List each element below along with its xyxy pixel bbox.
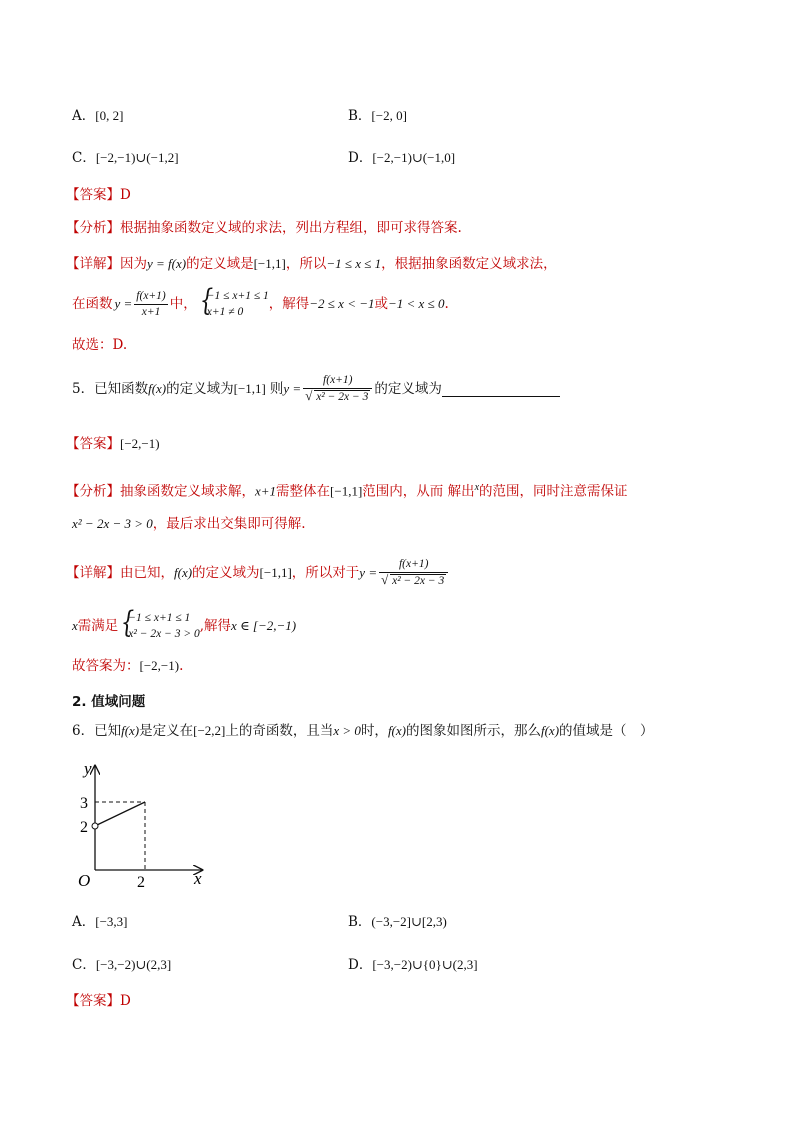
q4-detail-fraction: $\frac{f(x+1)}{x+1}$ [136, 289, 166, 318]
q4-option-d: D．[−2,−1)∪(−1,0] [348, 150, 456, 166]
q5-detail-system: { −1 ≤ x+1 ≤ 1 x² − 2x − 3 > 0 [121, 605, 200, 640]
q4-detail-line-2: 在函数 y = $\frac{f(x+1)}{x+1}$ 中， { −1 ≤ x+1 ≤ 1 x+1 ≠ 0 ，解得 −2 ≤ x < −1 或 −1 < x ≤ 0 . [72, 283, 449, 318]
q6-function-graph [70, 758, 220, 894]
q5-analysis-line-1: 【分析】抽象函数定义域求解，x+1需整体在[−1,1]范围内，从而 解出$^x$的范围，同时注意需保证 [66, 482, 628, 500]
origin-label: O [78, 871, 91, 890]
q6-option-c: C．[−3,−2)∪(2,3] [72, 957, 172, 973]
q5-stem: 5．已知函数 f(x) 的定义域为 [−1,1] 则 y = f(x+1) √ x² − 2x − 3 的定义域为 [72, 374, 560, 404]
q4-option-b: B．[−2, 0] [348, 108, 407, 124]
q6-stem: 6．已知f(x)是定义在[−2,2]上的奇函数，且当x > 0时，f(x)的图象如图所示，那么f(x)的值域是（ ） [72, 723, 654, 739]
y-tick-2: 2 [80, 819, 88, 836]
q6-answer: 【答案】D [66, 993, 131, 1009]
q5-detail-line-1: 【详解】 由已知， f(x) 的定义域为 [−1,1] ，所以对于 y = f(x+1) √ x² − 2x − 3 [66, 558, 450, 588]
q5-analysis-line-2: x² − 2x − 3 > 0，最后求出交集即可得解. [72, 516, 306, 532]
q4-answer: 【答案】D [66, 187, 131, 203]
q6-option-d: D．[−3,−2)∪{0}∪(2,3] [348, 957, 478, 973]
q5-detail-line-2: x 需满足 { −1 ≤ x+1 ≤ 1 x² − 2x − 3 > 0 ,解得 x ∈ [−2,−1) [72, 605, 297, 640]
q6-option-a: A．[−3,3] [72, 914, 128, 930]
y-axis-label: y [84, 759, 92, 778]
function-segment [97, 802, 145, 825]
x-tick-2: 2 [137, 874, 145, 891]
q5-answer: 【答案】[−2,−1) [66, 436, 160, 452]
q4-detail-line-1: 【详解】因为y = f(x)的定义域是[−1,1]，所以−1 ≤ x ≤ 1，根据抽象函数定义域求法， [66, 256, 557, 272]
y-tick-3: 3 [80, 795, 88, 812]
open-point [92, 823, 98, 829]
q5-answer-blank[interactable] [442, 382, 560, 397]
q4-analysis: 【分析】根据抽象函数定义域的求法，列出方程组，即可求得答案. [66, 220, 462, 236]
q4-conclusion: 故选：D. [72, 337, 128, 353]
section-heading: 2. 值域问题 [72, 694, 146, 710]
q6-option-b: B．(−3,−2]∪[2,3) [348, 914, 447, 930]
x-axis-label: x [194, 869, 202, 888]
q5-conclusion: 故答案为：[−2,−1). [72, 658, 184, 674]
q4-option-a: A．[0, 2] [72, 108, 124, 124]
q5-detail-fraction: f(x+1) √ x² − 2x − 3 [379, 558, 448, 588]
q4-option-c: C．[−2,−1)∪(−1,2] [72, 150, 179, 166]
q5-stem-fraction: f(x+1) √ x² − 2x − 3 [303, 374, 372, 404]
q4-detail-system: { −1 ≤ x+1 ≤ 1 x+1 ≠ 0 [199, 283, 269, 318]
